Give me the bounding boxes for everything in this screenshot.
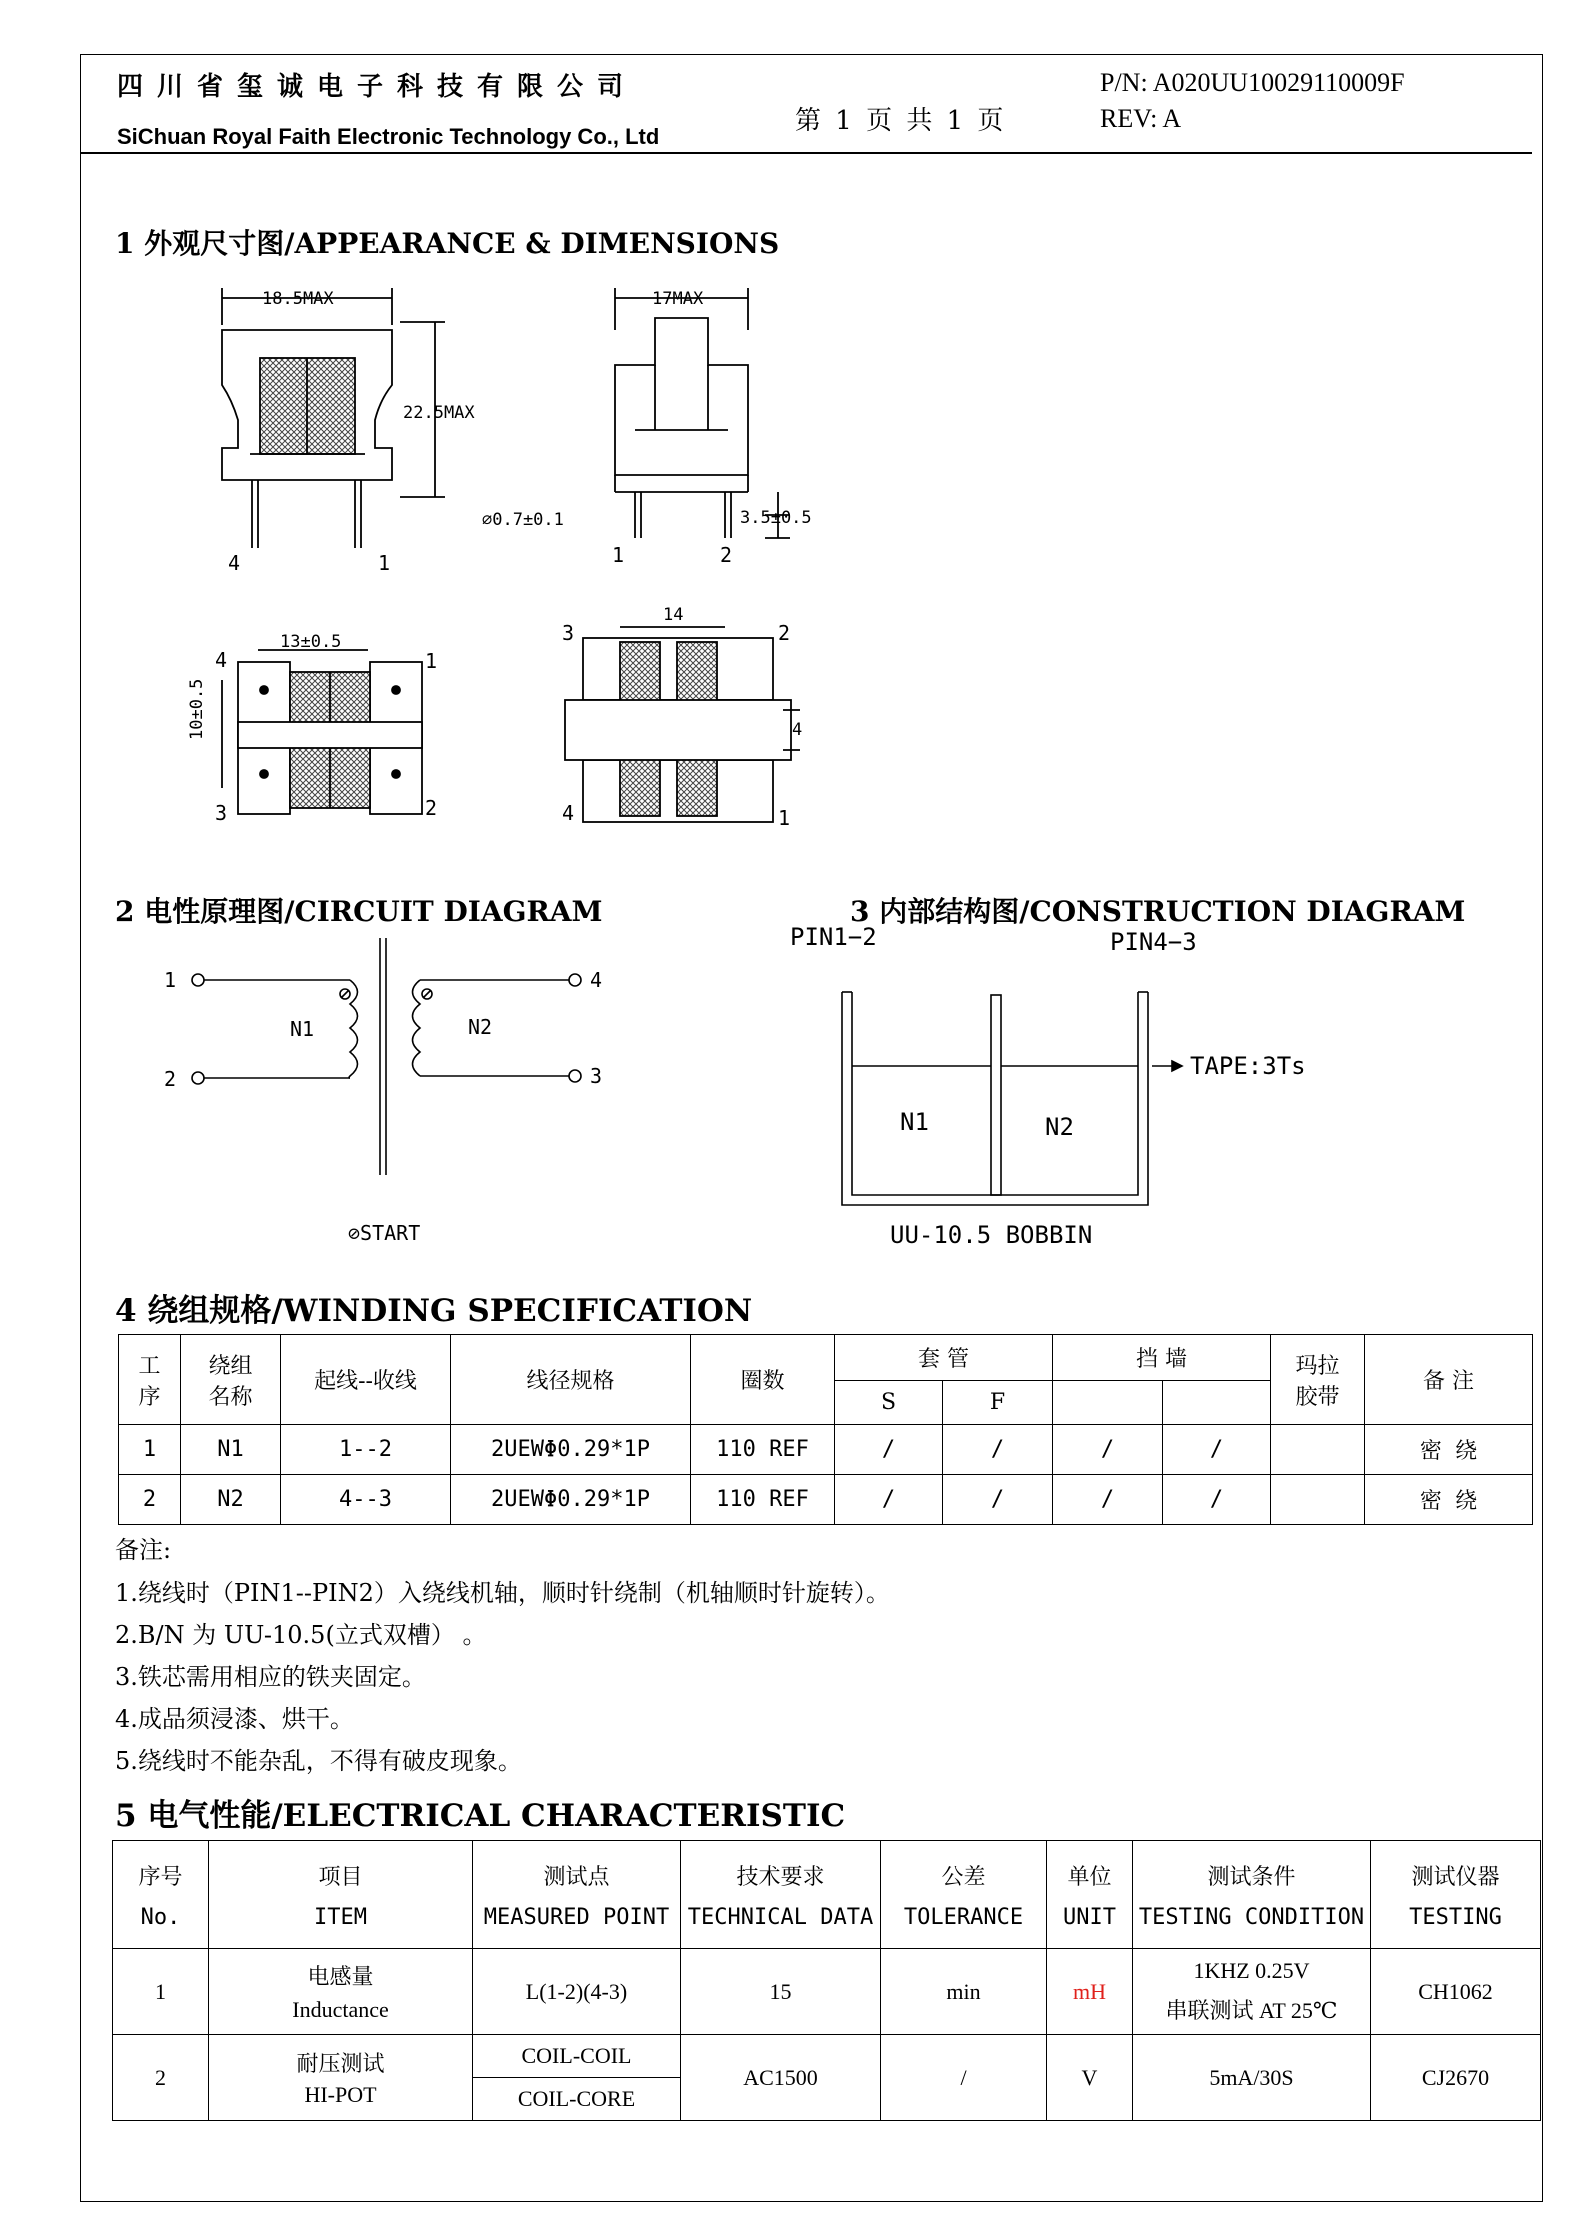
revision: REV: A [1100, 104, 1182, 133]
col-wall-2 [1163, 1381, 1271, 1425]
bottom-view [222, 650, 422, 814]
company-name-en: SiChuan Royal Faith Electronic Technology Co., Ltd [117, 124, 660, 149]
construction-diagram [780, 920, 1420, 1265]
top-pin-4: 4 [562, 801, 575, 825]
col-measured-point: 测试点 MEASURED POINT [473, 1841, 681, 1949]
top-pin-3: 3 [562, 621, 575, 645]
col-remark: 备 注 [1365, 1335, 1533, 1425]
col-sleeve-s: S [835, 1381, 943, 1425]
col-no: 序号 No. [113, 1841, 209, 1949]
front-pin-4: 4 [228, 551, 241, 575]
top-pin-2: 2 [778, 621, 791, 645]
dim-pitch-y: 10±0.5 [187, 678, 207, 740]
front-pin-1: 1 [378, 551, 391, 575]
dim-front-width: 18.5MAX [262, 289, 334, 309]
col-wall: 挡 墙 [1053, 1335, 1271, 1381]
col-pins: 起线--收线 [281, 1335, 451, 1425]
circuit-n2: N2 [468, 1015, 493, 1039]
construction-bobbin: UU-10.5 BOBBIN [890, 1221, 1093, 1249]
winding-table [118, 1334, 1533, 1525]
circuit-diagram [150, 930, 630, 1260]
circuit-pin-1: 1 [164, 968, 177, 992]
construction-pin-right: PIN4−3 [1110, 928, 1197, 956]
page-number: 第 1 页 共 1 页 [795, 106, 1007, 136]
col-testing: 测试仪器 TESTING [1371, 1841, 1541, 1949]
circuit-n1: N1 [290, 1017, 315, 1041]
section-circuit-title: 2 电性原理图/CIRCUIT DIAGRAM [115, 895, 603, 928]
header-divider [80, 152, 1532, 154]
dim-pin-dia: ∅0.7±0.1 [482, 510, 564, 530]
dim-pitch-x: 13±0.5 [280, 632, 342, 652]
construction-n1: N1 [900, 1108, 929, 1136]
side-view [615, 288, 790, 538]
table-row: 2 N2 4--3 2UEWΦ0.29*1P 110 REF / / / / 密 绕 [119, 1475, 1533, 1525]
bottom-pin-2: 2 [425, 796, 438, 820]
table-row: 2 耐压测试 HI-POT COIL-COIL AC1500 / V 5mA/30S CJ2670 [113, 2035, 1541, 2078]
circuit-pin-2: 2 [164, 1067, 177, 1091]
circuit-start-legend: ⊘START [348, 1221, 421, 1245]
col-seq: 工 序 [119, 1335, 181, 1425]
bottom-pin-3: 3 [215, 801, 228, 825]
col-sleeve-f: F [943, 1381, 1053, 1425]
note-item: 2.B/N 为 UU-10.5(立式双槽） 。 [115, 1621, 487, 1649]
col-unit: 单位 UNIT [1047, 1841, 1133, 1949]
top-view [565, 627, 803, 822]
construction-n2: N2 [1045, 1113, 1074, 1141]
top-pin-1: 1 [778, 806, 791, 830]
note-item: 1.绕线时（PIN1--PIN2）入绕线机轴，顺时针绕制（机轴顺时针旋转）。 [115, 1579, 890, 1607]
note-item: 3.铁芯需用相应的铁夹固定。 [115, 1663, 426, 1691]
col-tolerance: 公差 TOLERANCE [881, 1841, 1047, 1949]
dimension-drawings [180, 270, 880, 840]
side-pin-1: 1 [612, 543, 625, 567]
company-name-cn: 四川省玺诚电子科技有限公司 [117, 72, 638, 102]
notes-title: 备注: [115, 1536, 172, 1564]
electrical-table: 序号 No. 项目 ITEM 测试点 MEASURED POINT 技术要求 TECHNICAL DATA 公差 TOLERANCE 单位 UNIT 测试条件 TESTING CONDITION 测试仪器 TESTING 1 电感量 Inductance L(1-2)(4-3) 15 min mH 1KHZ 0.25V 串联测试 AT 25℃ CH1062 2 耐压测试 HI-POT COIL-COIL AC1500 / V 5mA/30S CJ2670 COIL-CORE [112, 1840, 1541, 2121]
circuit-pin-4: 4 [590, 968, 603, 992]
side-pin-2: 2 [720, 543, 733, 567]
bottom-pin-1: 1 [425, 649, 438, 673]
section-construction-title: 3 内部结构图/CONSTRUCTION DIAGRAM [850, 895, 1466, 928]
col-wall-1 [1053, 1381, 1163, 1425]
note-item: 5.绕线时不能杂乱，不得有破皮现象。 [115, 1747, 522, 1775]
note-item: 4.成品须浸漆、烘干。 [115, 1705, 354, 1733]
col-name: 绕组 名称 [181, 1335, 281, 1425]
col-technical-data: 技术要求 TECHNICAL DATA [681, 1841, 881, 1949]
dim-pin-len: 3.5±0.5 [740, 508, 812, 528]
col-testing-condition: 测试条件 TESTING CONDITION [1133, 1841, 1371, 1949]
construction-tape: TAPE:3Ts [1190, 1052, 1306, 1080]
section-winding-title: 4 绕组规格/WINDING SPECIFICATION [115, 1293, 753, 1329]
bottom-pin-4: 4 [215, 648, 228, 672]
col-item: 项目 ITEM [209, 1841, 473, 1949]
col-wire: 线径规格 [451, 1335, 691, 1425]
dim-gap: 4 [792, 720, 803, 740]
table-row: 1 电感量 Inductance L(1-2)(4-3) 15 min mH 1KHZ 0.25V 串联测试 AT 25℃ CH1062 [113, 1949, 1541, 2035]
col-tape: 玛拉 胶带 [1271, 1335, 1365, 1425]
unit-value: mH [1047, 1949, 1133, 2035]
section-appearance-title: 1 外观尺寸图/APPEARANCE & DIMENSIONS [115, 227, 780, 260]
construction-pin-left: PIN1−2 [790, 923, 877, 951]
dim-height: 22.5MAX [403, 403, 475, 423]
table-row: 1 N1 1--2 2UEWΦ0.29*1P 110 REF / / / / 密 绕 [119, 1425, 1533, 1475]
col-turns: 圈数 [691, 1335, 835, 1425]
dim-top-width: 14 [663, 605, 684, 625]
section-electrical-title: 5 电气性能/ELECTRICAL CHARACTERISTIC [115, 1798, 846, 1834]
col-sleeve: 套 管 [835, 1335, 1053, 1381]
dim-side-width: 17MAX [652, 289, 704, 309]
part-number: P/N: A020UU10029110009F [1100, 68, 1405, 97]
circuit-pin-3: 3 [590, 1064, 603, 1088]
